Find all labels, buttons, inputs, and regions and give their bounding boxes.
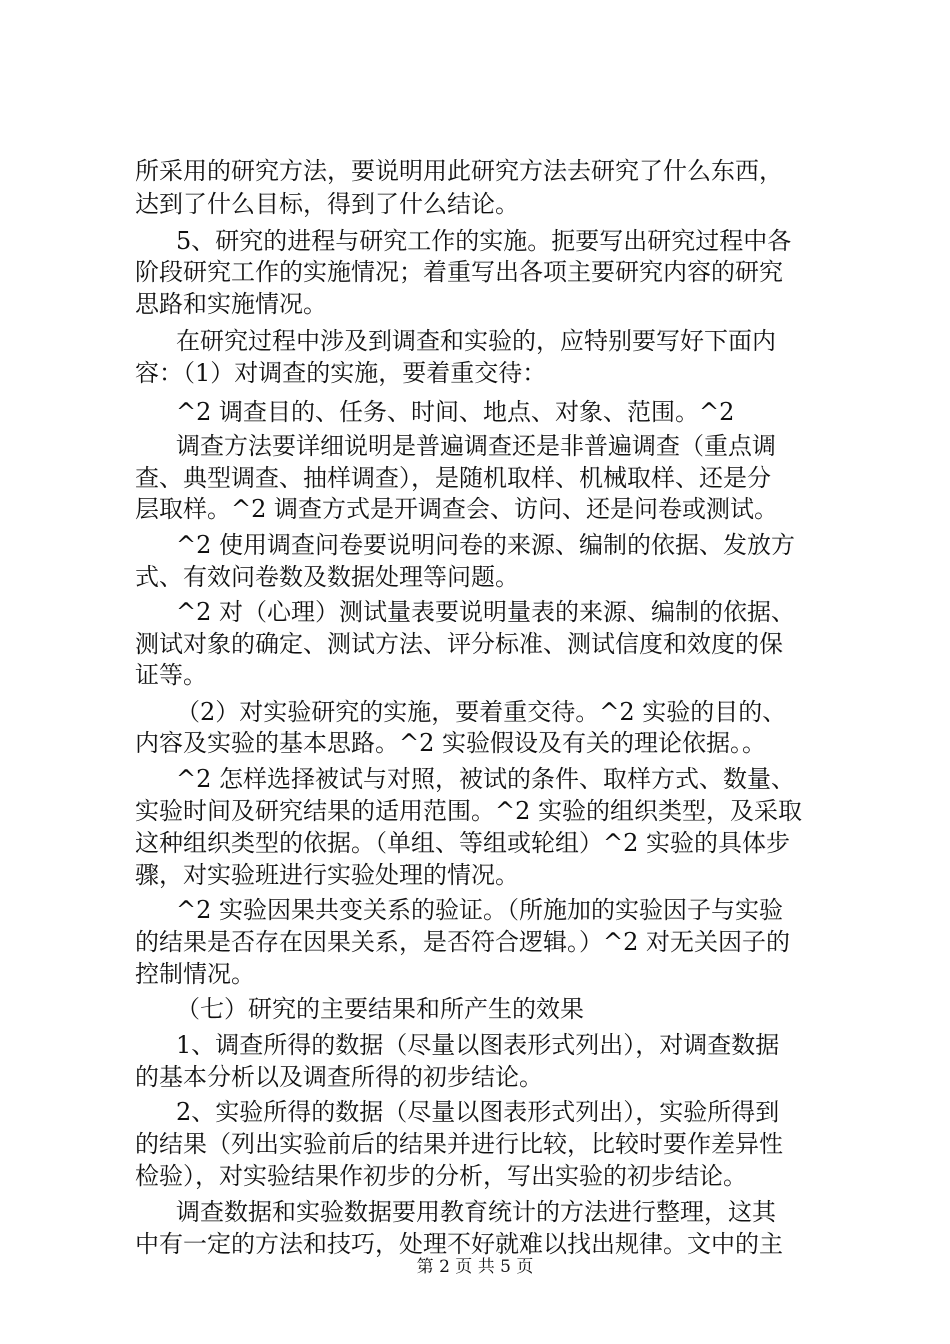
text-line: 骤，对实验班进行实验处理的情况。 bbox=[135, 861, 519, 889]
text-line: 达到了什么目标，得到了什么结论。 bbox=[135, 190, 519, 218]
text-line: 查、典型调查、抽样调查），是随机取样、机械取样、还是分 bbox=[135, 464, 771, 492]
text-line: 的结果（列出实验前后的结果并进行比较，比较时要作差异性 bbox=[135, 1130, 783, 1158]
text-line: ^2 怎样选择被试与对照，被试的条件、取样方式、数量、 bbox=[176, 765, 796, 793]
text-line: 内容及实验的基本思路。^2 实验假设及有关的理论依据。。 bbox=[135, 729, 767, 757]
text-line: 这种组织类型的依据。（单组、等组或轮组）^2 实验的具体步 bbox=[135, 829, 791, 857]
text-line: 检验），对实验结果作初步的分析，写出实验的初步结论。 bbox=[135, 1162, 747, 1190]
text-line: 控制情况。 bbox=[135, 960, 255, 988]
page-footer: 第 2 页 共 5 页 bbox=[416, 1257, 534, 1277]
text-line: 5、研究的进程与研究工作的实施。扼要写出研究过程中各 bbox=[176, 227, 792, 255]
text-line: ^2 实验因果共变关系的验证。（所施加的实验因子与实验 bbox=[176, 896, 784, 924]
text-line: 思路和实施情况。 bbox=[135, 290, 327, 318]
text-line: 容：（1）对调查的实施，要着重交待： bbox=[135, 359, 547, 387]
text-line: 调查方法要详细说明是普遍调查还是非普遍调查（重点调 bbox=[176, 432, 776, 460]
text-line: 测试对象的确定、测试方法、评分标准、测试信度和效度的保 bbox=[135, 630, 783, 658]
text-line: 1、调查所得的数据（尽量以图表形式列出），对调查数据 bbox=[176, 1031, 780, 1059]
text-line: 式、有效问卷数及数据处理等问题。 bbox=[135, 563, 519, 591]
section-heading: （七）研究的主要结果和所产生的效果 bbox=[176, 995, 584, 1023]
text-line: 阶段研究工作的实施情况；着重写出各项主要研究内容的研究 bbox=[135, 258, 783, 286]
text-line: 所采用的研究方法，要说明用此研究方法去研究了什么东西， bbox=[135, 157, 783, 185]
text-line: ^2 调查目的、任务、时间、地点、对象、范围。^2 bbox=[176, 398, 735, 426]
text-line: 调查数据和实验数据要用教育统计的方法进行整理，这其 bbox=[176, 1198, 776, 1226]
text-line: 证等。 bbox=[135, 661, 207, 689]
text-line: 实验时间及研究结果的适用范围。^2 实验的组织类型，及采取 bbox=[135, 797, 803, 825]
text-line: 2、实验所得的数据（尽量以图表形式列出），实验所得到 bbox=[176, 1098, 780, 1126]
text-line: 的基本分析以及调查所得的初步结论。 bbox=[135, 1063, 543, 1091]
text-line: ^2 使用调查问卷要说明问卷的来源、编制的依据、发放方 bbox=[176, 531, 796, 559]
text-line: ^2 对（心理）测试量表要说明量表的来源、编制的依据、 bbox=[176, 598, 796, 626]
text-line: 层取样。^2 调查方式是开调查会、访问、还是问卷或测试。 bbox=[135, 495, 779, 523]
text-line: 中有一定的方法和技巧，处理不好就难以找出规律。文中的主 bbox=[135, 1230, 783, 1258]
text-line: 在研究过程中涉及到调查和实验的，应特别要写好下面内 bbox=[176, 327, 776, 355]
text-line: 的结果是否存在因果关系，是否符合逻辑。）^2 对无关因子的 bbox=[135, 928, 791, 956]
text-line: （2）对实验研究的实施，要着重交待。^2 实验的目的、 bbox=[176, 698, 787, 726]
